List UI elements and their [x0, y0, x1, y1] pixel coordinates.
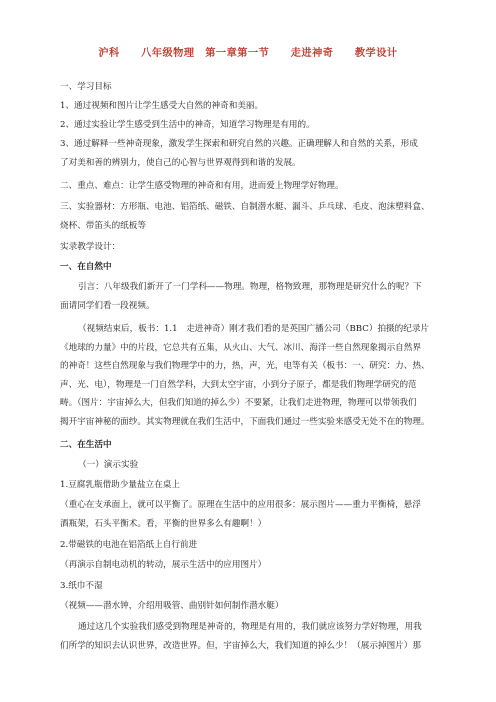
experiment-3: 3.纸巾不湿 — [60, 581, 103, 591]
intro-line: 引言：八年级我们新开了一门学科——物理。物理，格物致理，那物理是研究什么的呢？下 — [78, 282, 422, 292]
process-label: 实录教学设计： — [60, 242, 121, 252]
part2-heading: 二、在生活中 — [60, 440, 112, 450]
experiment-1-note-cont: 酒瓶架，石头平衡术。看，平衡的世界多么有趣啊！） — [60, 519, 267, 529]
section-objectives-heading: 一、学习目标 — [60, 82, 112, 92]
video-line: 《地球的力量》中的片段，它总共有五集，从火山、大气、冰川、海洋一些自然现象揭示自然界 — [60, 342, 421, 353]
experiment-3-note: （视频——潜水钟，介绍用吸管、曲别针如何制作潜水艇） — [60, 601, 284, 611]
conclusion-line: 通过这几个实验我们感受到物理是神奇的，物理是有用的，我们就应该努力学好物理，用我 — [78, 622, 422, 632]
video-line: 畴。（图片：宇宙掉么大，但我们知道的掉么少）不要紧，让我们走进物理，物理可以带领我们 — [60, 398, 417, 409]
video-line: 揭开宇宙神秘的面纱。其实物理就在我们生活中，下面我们通过一些实验来感受无处不在的物理。 — [60, 416, 430, 427]
experiment-1-note: （重心在支承面上，就可以平衡了。原理在生活中的应用很多：展示图片——重力平衡椅，悬浮 — [60, 500, 421, 510]
materials: 三、实验器材：方形瓶、电池、铝箔纸、磁铁、自制潜水艇、漏斗、乒乓球、毛皮、泡沫塑料盒、 — [60, 202, 430, 212]
part1-heading: 一、在自然中 — [60, 262, 112, 272]
materials-cont: 烧杯、带笛头的纸板等 — [60, 221, 146, 231]
objective-3: 3、通过解释一些神奇现象，激发学生探索和研究自然的兴趣。正确理解人和自然的关系，形成 — [60, 139, 418, 149]
conclusion-paragraph — [60, 618, 440, 655]
video-line: 声、光、电），物理是一门自然学科，大到太空宇宙，小到分子原子，都是我们物理学研究的范 — [60, 379, 417, 390]
document-title: 沪科 八年级物理 第一章第一节 走进神奇 教学设计 — [98, 47, 398, 59]
objective-3-cont: 了对美和善的辨别力，使自己的心智与世界观得到和谐的发展。 — [60, 158, 301, 168]
experiment-1: 1.豆腐乳瓶借助少量盐立在桌上 — [60, 480, 180, 490]
video-line: 的神奇！这些自然现象与我们物理学中的力，热，声，光，电等有关（板书：一、研究：力、热、 — [60, 361, 430, 372]
demo-heading: （一）演示实验 — [78, 460, 139, 470]
objective-2: 2、通过实验让学生感受到生活中的神奇，知道学习物理是有用的。 — [60, 120, 315, 130]
intro-paragraph — [60, 278, 440, 315]
conclusion-line: 们所学的知识去认识世界，改造世界。但，宇宙掉么大，我们知道的掉么少！（展示掉图片）那 — [60, 640, 421, 651]
objective-1: 1、通过视频和图片让学生感受大自然的神奇和美丽。 — [60, 101, 264, 111]
video-paragraph — [60, 320, 440, 432]
experiment-2-note: （再演示自制电动机的转动，展示生活中的应用图片） — [60, 560, 267, 570]
video-line: （视频结束后，板书：1.1 走进神奇）刚才我们看的是英国广播公司（BBC）拍摄的纪录片 — [78, 324, 430, 334]
intro-line: 面请同学们看一段视频。 — [60, 300, 155, 311]
key-points: 二、重点、难点：让学生感受物理的神奇和有用，进而爱上物理学好物理。 — [60, 181, 344, 191]
experiment-2: 2.带磁铁的电池在铝箔纸上自行前进 — [60, 540, 198, 550]
